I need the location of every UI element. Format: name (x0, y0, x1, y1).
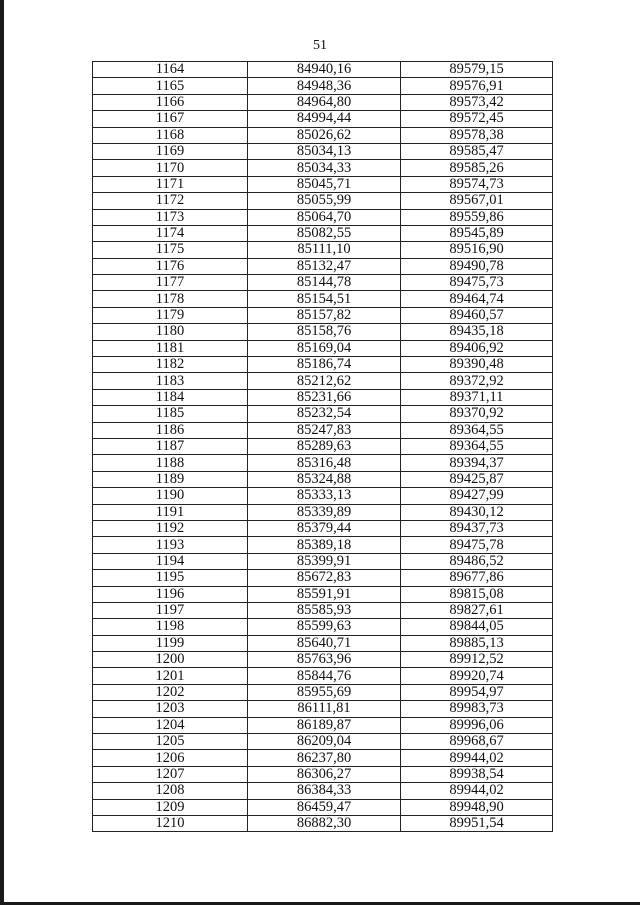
point-number-cell: 1202 (93, 684, 248, 700)
point-number-cell: 1181 (93, 340, 248, 356)
y-coordinate-cell: 89951,54 (401, 815, 553, 831)
y-coordinate-cell: 89574,73 (401, 176, 553, 192)
table-row (93, 750, 553, 766)
y-coordinate-cell: 89427,99 (401, 488, 553, 504)
point-number-cell: 1183 (93, 373, 248, 389)
table-row (93, 586, 553, 602)
x-coordinate-cell: 85379,44 (248, 520, 401, 536)
point-number-cell: 1206 (93, 750, 248, 766)
y-coordinate-cell: 89827,61 (401, 602, 553, 618)
y-coordinate-cell: 89578,38 (401, 127, 553, 143)
point-number-cell: 1195 (93, 570, 248, 586)
table-row (93, 684, 553, 700)
x-coordinate-cell: 85585,93 (248, 602, 401, 618)
y-coordinate-cell: 89370,92 (401, 406, 553, 422)
y-coordinate-cell: 89585,26 (401, 160, 553, 176)
table-row (93, 553, 553, 569)
table-row (93, 766, 553, 782)
table-row (93, 635, 553, 651)
y-coordinate-cell: 89425,87 (401, 471, 553, 487)
table-row (93, 258, 553, 274)
table-row (93, 504, 553, 520)
x-coordinate-cell: 86237,80 (248, 750, 401, 766)
table-row (93, 160, 553, 176)
x-coordinate-cell: 86111,81 (248, 701, 401, 717)
table-row (93, 373, 553, 389)
point-number-cell: 1193 (93, 537, 248, 553)
y-coordinate-cell: 89938,54 (401, 766, 553, 782)
table-row (93, 438, 553, 454)
point-number-cell: 1190 (93, 488, 248, 504)
table-row (93, 406, 553, 422)
y-coordinate-cell: 89490,78 (401, 258, 553, 274)
table-row (93, 78, 553, 94)
y-coordinate-cell: 89430,12 (401, 504, 553, 520)
y-coordinate-cell: 89572,45 (401, 111, 553, 127)
y-coordinate-cell: 89559,86 (401, 209, 553, 225)
y-coordinate-cell: 89486,52 (401, 553, 553, 569)
table-row (93, 209, 553, 225)
y-coordinate-cell: 89516,90 (401, 242, 553, 258)
y-coordinate-cell: 89390,48 (401, 357, 553, 373)
y-coordinate-cell: 89983,73 (401, 701, 553, 717)
table-row (93, 242, 553, 258)
point-number-cell: 1199 (93, 635, 248, 651)
x-coordinate-cell: 85169,04 (248, 340, 401, 356)
point-number-cell: 1179 (93, 307, 248, 323)
point-number-cell: 1194 (93, 553, 248, 569)
y-coordinate-cell: 89394,37 (401, 455, 553, 471)
x-coordinate-cell: 85045,71 (248, 176, 401, 192)
y-coordinate-cell: 89968,67 (401, 734, 553, 750)
x-coordinate-cell: 85034,13 (248, 143, 401, 159)
x-coordinate-cell: 85844,76 (248, 668, 401, 684)
y-coordinate-cell: 89406,92 (401, 340, 553, 356)
x-coordinate-cell: 85144,78 (248, 275, 401, 291)
table-row (93, 111, 553, 127)
table-row (93, 520, 553, 536)
y-coordinate-cell: 89460,57 (401, 307, 553, 323)
x-coordinate-cell: 85247,83 (248, 422, 401, 438)
y-coordinate-cell: 89585,47 (401, 143, 553, 159)
x-coordinate-cell: 86882,30 (248, 815, 401, 831)
table-row (93, 62, 553, 78)
point-number-cell: 1164 (93, 62, 248, 78)
point-number-cell: 1209 (93, 799, 248, 815)
table-row (93, 652, 553, 668)
point-number-cell: 1175 (93, 242, 248, 258)
x-coordinate-cell: 84964,80 (248, 94, 401, 110)
x-coordinate-cell: 85399,91 (248, 553, 401, 569)
table-row (93, 455, 553, 471)
x-coordinate-cell: 85111,10 (248, 242, 401, 258)
x-coordinate-cell: 84940,16 (248, 62, 401, 78)
table-row (93, 570, 553, 586)
x-coordinate-cell: 86384,33 (248, 783, 401, 799)
point-number-cell: 1188 (93, 455, 248, 471)
table-row (93, 307, 553, 323)
x-coordinate-cell: 84948,36 (248, 78, 401, 94)
y-coordinate-cell: 89677,86 (401, 570, 553, 586)
table-row (93, 127, 553, 143)
table-row (93, 799, 553, 815)
x-coordinate-cell: 84994,44 (248, 111, 401, 127)
x-coordinate-cell: 85316,48 (248, 455, 401, 471)
point-number-cell: 1210 (93, 815, 248, 831)
y-coordinate-cell: 89371,11 (401, 389, 553, 405)
x-coordinate-cell: 85591,91 (248, 586, 401, 602)
point-number-cell: 1189 (93, 471, 248, 487)
table-row (93, 225, 553, 241)
x-coordinate-cell: 85132,47 (248, 258, 401, 274)
table-row (93, 176, 553, 192)
y-coordinate-cell: 89844,05 (401, 619, 553, 635)
table-row (93, 815, 553, 831)
point-number-cell: 1171 (93, 176, 248, 192)
point-number-cell: 1187 (93, 438, 248, 454)
point-number-cell: 1201 (93, 668, 248, 684)
table-row (93, 701, 553, 717)
point-number-cell: 1192 (93, 520, 248, 536)
scan-edge-left (0, 0, 4, 905)
table-row (93, 389, 553, 405)
y-coordinate-cell: 89573,42 (401, 94, 553, 110)
table-row (93, 783, 553, 799)
point-number-cell: 1167 (93, 111, 248, 127)
x-coordinate-cell: 85672,83 (248, 570, 401, 586)
y-coordinate-cell: 89372,92 (401, 373, 553, 389)
x-coordinate-cell: 86209,04 (248, 734, 401, 750)
point-number-cell: 1204 (93, 717, 248, 733)
point-number-cell: 1184 (93, 389, 248, 405)
x-coordinate-cell: 85599,63 (248, 619, 401, 635)
x-coordinate-cell: 85212,62 (248, 373, 401, 389)
page-number: 51 (313, 38, 327, 53)
y-coordinate-cell: 89996,06 (401, 717, 553, 733)
y-coordinate-cell: 89579,15 (401, 62, 553, 78)
y-coordinate-cell: 89475,73 (401, 275, 553, 291)
table-row (93, 324, 553, 340)
y-coordinate-cell: 89912,52 (401, 652, 553, 668)
point-number-cell: 1196 (93, 586, 248, 602)
y-coordinate-cell: 89545,89 (401, 225, 553, 241)
point-number-cell: 1182 (93, 357, 248, 373)
point-number-cell: 1205 (93, 734, 248, 750)
x-coordinate-cell: 85154,51 (248, 291, 401, 307)
table-row (93, 619, 553, 635)
table-row (93, 193, 553, 209)
x-coordinate-cell: 85339,89 (248, 504, 401, 520)
table-row (93, 357, 553, 373)
y-coordinate-cell: 89885,13 (401, 635, 553, 651)
table-row (93, 340, 553, 356)
x-coordinate-cell: 85324,88 (248, 471, 401, 487)
x-coordinate-cell: 85157,82 (248, 307, 401, 323)
y-coordinate-cell: 89464,74 (401, 291, 553, 307)
x-coordinate-cell: 85389,18 (248, 537, 401, 553)
point-number-cell: 1186 (93, 422, 248, 438)
point-number-cell: 1203 (93, 701, 248, 717)
y-coordinate-cell: 89364,55 (401, 438, 553, 454)
y-coordinate-cell: 89364,55 (401, 422, 553, 438)
x-coordinate-cell: 85034,33 (248, 160, 401, 176)
point-number-cell: 1208 (93, 783, 248, 799)
y-coordinate-cell: 89576,91 (401, 78, 553, 94)
point-number-cell: 1176 (93, 258, 248, 274)
x-coordinate-cell: 85158,76 (248, 324, 401, 340)
point-number-cell: 1169 (93, 143, 248, 159)
x-coordinate-cell: 85232,54 (248, 406, 401, 422)
x-coordinate-cell: 85955,69 (248, 684, 401, 700)
coordinates-table (92, 61, 553, 832)
point-number-cell: 1172 (93, 193, 248, 209)
x-coordinate-cell: 85289,63 (248, 438, 401, 454)
x-coordinate-cell: 85055,99 (248, 193, 401, 209)
point-number-cell: 1173 (93, 209, 248, 225)
table-row (93, 291, 553, 307)
y-coordinate-cell: 89944,02 (401, 750, 553, 766)
x-coordinate-cell: 85082,55 (248, 225, 401, 241)
point-number-cell: 1168 (93, 127, 248, 143)
table-row (93, 275, 553, 291)
x-coordinate-cell: 85231,66 (248, 389, 401, 405)
point-number-cell: 1185 (93, 406, 248, 422)
point-number-cell: 1180 (93, 324, 248, 340)
x-coordinate-cell: 85763,96 (248, 652, 401, 668)
table-row (93, 734, 553, 750)
y-coordinate-cell: 89954,97 (401, 684, 553, 700)
table-row (93, 488, 553, 504)
table-row (93, 668, 553, 684)
point-number-cell: 1207 (93, 766, 248, 782)
coordinates-table-body (93, 62, 553, 832)
x-coordinate-cell: 85186,74 (248, 357, 401, 373)
point-number-cell: 1165 (93, 78, 248, 94)
x-coordinate-cell: 86189,87 (248, 717, 401, 733)
table-row (93, 602, 553, 618)
point-number-cell: 1197 (93, 602, 248, 618)
y-coordinate-cell: 89475,78 (401, 537, 553, 553)
point-number-cell: 1178 (93, 291, 248, 307)
table-row (93, 94, 553, 110)
y-coordinate-cell: 89948,90 (401, 799, 553, 815)
point-number-cell: 1200 (93, 652, 248, 668)
y-coordinate-cell: 89435,18 (401, 324, 553, 340)
x-coordinate-cell: 85333,13 (248, 488, 401, 504)
y-coordinate-cell: 89437,73 (401, 520, 553, 536)
point-number-cell: 1166 (93, 94, 248, 110)
x-coordinate-cell: 86459,47 (248, 799, 401, 815)
x-coordinate-cell: 86306,27 (248, 766, 401, 782)
x-coordinate-cell: 85640,71 (248, 635, 401, 651)
table-row (93, 422, 553, 438)
x-coordinate-cell: 85064,70 (248, 209, 401, 225)
table-row (93, 143, 553, 159)
y-coordinate-cell: 89567,01 (401, 193, 553, 209)
y-coordinate-cell: 89920,74 (401, 668, 553, 684)
point-number-cell: 1174 (93, 225, 248, 241)
x-coordinate-cell: 85026,62 (248, 127, 401, 143)
y-coordinate-cell: 89944,02 (401, 783, 553, 799)
point-number-cell: 1198 (93, 619, 248, 635)
table-row (93, 537, 553, 553)
table-row (93, 471, 553, 487)
point-number-cell: 1191 (93, 504, 248, 520)
point-number-cell: 1177 (93, 275, 248, 291)
table-row (93, 717, 553, 733)
point-number-cell: 1170 (93, 160, 248, 176)
y-coordinate-cell: 89815,08 (401, 586, 553, 602)
